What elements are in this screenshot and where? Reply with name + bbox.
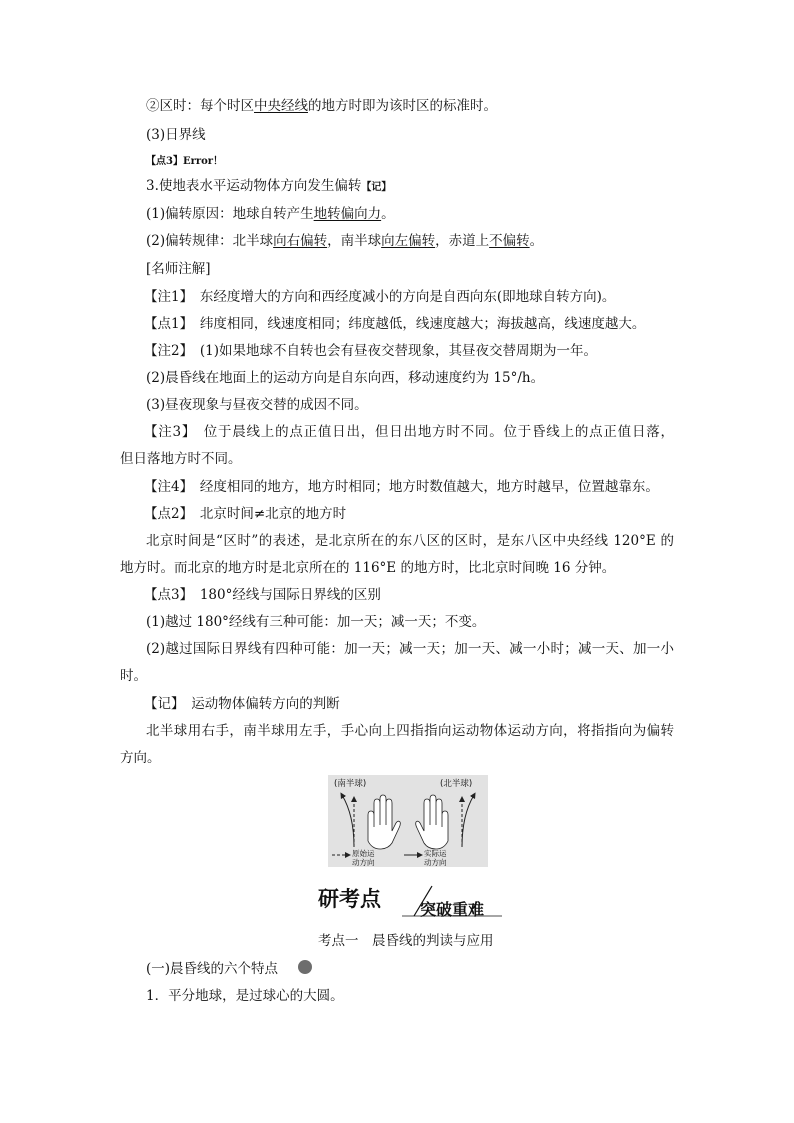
right-hand-icon bbox=[416, 795, 448, 849]
hand-rule-diagram bbox=[328, 775, 488, 867]
text-line-error-note: 【点3】Error！ bbox=[146, 156, 224, 167]
banner-right-text: 突破重难 bbox=[420, 900, 485, 919]
memo-body: 北半球用右手，南半球用左手，手心向上四指指向运动物体运动方向，将指指向为偏转 bbox=[146, 723, 674, 739]
south-actual-arrow bbox=[342, 795, 354, 847]
point-3-item-2: (2)越过国际日界线有四种可能：加一天；减一天；加一天、减一小时；减一天、加一小 bbox=[146, 641, 674, 657]
legend-original-label-2: 动方向 bbox=[352, 858, 375, 867]
hand-rule-figure bbox=[328, 775, 488, 867]
point-2-body: 北京时间是“区时”的表述，是北京所在的东八区的区时，是东八区中央经线 120°E 的 bbox=[146, 533, 674, 549]
note-3: 【注3】 位于晨线上的点正值日出，但日出地方时不同。位于昏线上的点正值日落， bbox=[144, 424, 674, 440]
topic-heading: 考点一 晨昏线的判读与应用 bbox=[318, 933, 494, 949]
note-2: 【注2】 (1)如果地球不自转也会有昼夜交替现象，其昼夜交替周期为一年。 bbox=[144, 343, 597, 359]
note-2-item-2: (2)晨昏线在地面上的运动方向是自东向西，移动速度约为 15°/h。 bbox=[146, 370, 545, 386]
north-hemisphere-label: (北半球) bbox=[440, 779, 473, 789]
text-line-zone-time: ②区时：每个时区中央经线的地方时即为该时区的标准时。 bbox=[146, 98, 497, 114]
legend-actual-label-1: 实际运 bbox=[424, 849, 447, 858]
text-line-deflection-cause: (1)偏转原因：地球自转产生地转偏向力。 bbox=[146, 206, 395, 222]
note-3-cont: 但日落地方时不同。 bbox=[120, 451, 242, 467]
subsection-heading: (一)晨昏线的六个特点 bbox=[146, 961, 279, 977]
banner-graphic bbox=[316, 882, 506, 922]
banner-left-text: 研考点 bbox=[318, 887, 381, 911]
point-2-body-cont: 地方时。而北京的地方时是北京所在的 116°E 的地方时，比北京时间晚 16 分钟。 bbox=[120, 560, 616, 576]
memo-body-cont: 方向。 bbox=[120, 750, 161, 766]
point-3-item-1: (1)越过 180°经线有三种可能：加一天；减一天；不变。 bbox=[146, 614, 486, 630]
point-3: 【点3】 180°经线与国际日界线的区别 bbox=[144, 587, 381, 603]
text-line-teacher-notes: [名师注解] bbox=[146, 261, 211, 277]
south-hemisphere-label: (南半球) bbox=[334, 779, 367, 789]
text-line-deflection-rule: (2)偏转规律：北半球向右偏转，南半球向左偏转，赤道上不偏转。 bbox=[146, 233, 544, 249]
note-4: 【注4】 经度相同的地方，地方时相同；地方时数值越大，地方时越早，位置越靠东。 bbox=[144, 479, 659, 495]
note-1: 【注1】 东经度增大的方向和西经度减小的方向是自西向东(即地球自转方向)。 bbox=[144, 289, 616, 305]
left-hand-icon bbox=[368, 795, 400, 849]
section-heading-deflection: 3.使地表水平运动物体方向发生偏转【记】 bbox=[146, 178, 392, 194]
legend-original-label-1: 原始运 bbox=[352, 849, 375, 858]
feature-1: 1．平分地球，是过球心的大圆。 bbox=[146, 988, 344, 1004]
point-3-item-2-cont: 时。 bbox=[120, 668, 147, 684]
legend-actual-label-2: 动方向 bbox=[424, 858, 447, 867]
text-line-dateline: (3)日界线 bbox=[146, 127, 206, 143]
north-actual-arrow bbox=[462, 795, 474, 847]
marker-dot-icon bbox=[298, 960, 312, 974]
section-banner bbox=[316, 882, 506, 922]
point-1: 【点1】 纬度相同，线速度相同；纬度越低，线速度越大；海拔越高，线速度越大。 bbox=[144, 316, 646, 332]
memo-heading: 【记】 运动物体偏转方向的判断 bbox=[144, 696, 340, 712]
note-2-item-3: (3)昼夜现象与昼夜交替的成因不同。 bbox=[146, 397, 368, 413]
point-2: 【点2】 北京时间≠北京的地方时 bbox=[144, 506, 347, 522]
